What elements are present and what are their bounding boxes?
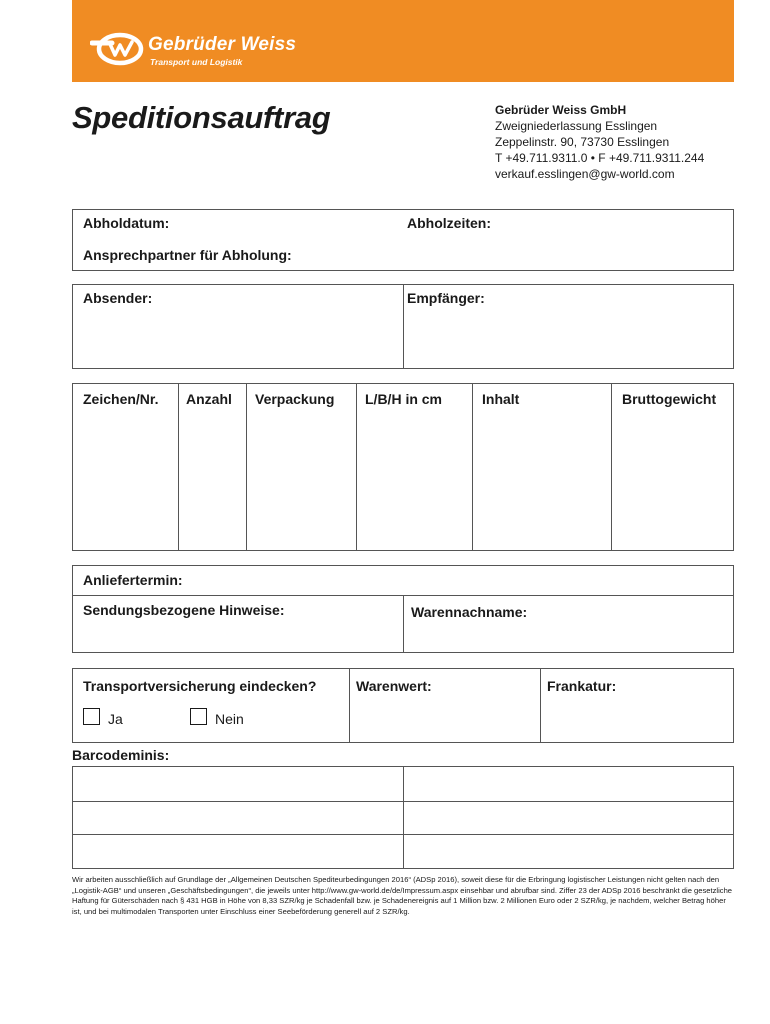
packaging-field[interactable] — [248, 414, 354, 548]
dimensions-field[interactable] — [358, 414, 470, 548]
column-divider — [178, 384, 179, 550]
divider — [349, 669, 350, 742]
goods-value-label: Warenwert: — [356, 678, 432, 694]
logo-tagline: Transport und Logistik — [150, 57, 243, 67]
delivery-section — [72, 565, 734, 653]
company-address: Zeppelinstr. 90, 73730 Esslingen — [495, 135, 670, 149]
goods-name-field[interactable] — [411, 622, 729, 650]
column-divider — [246, 384, 247, 550]
shipment-notes-label: Sendungsbezogene Hinweise: — [83, 602, 285, 618]
pickup-times-field[interactable] — [508, 212, 728, 234]
freight-terms-label: Frankatur: — [547, 678, 617, 694]
company-address-block — [495, 102, 704, 182]
company-branch: Zweigniederlassung Esslingen — [495, 119, 658, 133]
freight-terms-field[interactable] — [544, 699, 730, 739]
sender-field[interactable] — [77, 309, 399, 365]
goods-value-field[interactable] — [353, 699, 536, 739]
column-header-quantity: Anzahl — [186, 391, 232, 407]
goods-table — [72, 383, 734, 551]
barcode-cell[interactable] — [75, 836, 401, 866]
parties-section — [72, 284, 734, 369]
column-header-dimensions: L/B/H in cm — [365, 391, 443, 407]
sender-label: Absender: — [83, 290, 153, 306]
company-phone-fax: T +49.711.9311.0 • F +49.711.9311.244 — [495, 151, 705, 165]
column-divider — [472, 384, 473, 550]
pickup-contact-field[interactable] — [318, 244, 728, 266]
pickup-contact-label: Ansprechpartner für Abholung: — [83, 247, 292, 263]
barcode-cell[interactable] — [405, 769, 731, 799]
insurance-no-checkbox[interactable] — [190, 708, 207, 725]
barcode-cell[interactable] — [405, 836, 731, 866]
column-divider — [356, 384, 357, 550]
pickup-times-label: Abholzeiten: — [407, 215, 491, 231]
insurance-yes-checkbox[interactable] — [83, 708, 100, 725]
divider — [540, 669, 541, 742]
delivery-date-field[interactable] — [193, 569, 723, 591]
divider — [73, 834, 733, 835]
recipient-field[interactable] — [407, 309, 729, 365]
column-header-gross-weight: Bruttogewicht — [622, 391, 717, 407]
barcode-cell[interactable] — [75, 803, 401, 832]
divider — [403, 595, 404, 652]
insurance-label: Transportversicherung eindecken? — [83, 678, 317, 694]
column-header-packaging: Verpackung — [255, 391, 335, 407]
barcode-label: Barcodeminis: — [72, 747, 170, 763]
pickup-section — [72, 209, 734, 271]
column-header-marks: Zeichen/Nr. — [83, 391, 159, 407]
divider — [403, 767, 404, 868]
pickup-date-label: Abholdatum: — [83, 215, 170, 231]
gross-weight-field[interactable] — [613, 414, 731, 548]
legal-footer — [72, 875, 734, 917]
shipment-notes-field[interactable] — [77, 622, 399, 650]
logo-name: Gebrüder Weiss — [148, 34, 297, 55]
insurance-no-label: Nein — [215, 711, 244, 727]
divider — [73, 801, 733, 802]
legal-text: Wir arbeiten ausschließlich auf Grundlage der „Allgemeinen Deutschen Spediteurbedingungen 2016“ (ADSp 2016), soweit diese für die Erbringung logistischer Leistungen nicht gelten nach den „Logistik-AGB“ und unseren „Geschäftsbedingungen“, die jeweils unter http://www.gw-world.de/de/Impressum.aspx einsehbar und abrufbar sind. Ziffer 23 der ADSp 2016 beschränkt die gesetzliche Haftung für Güterschäden nach § 431 HGB in Höhe von 8,33 SZR/kg je Schadenfall bzw. je Schadenereignis auf 1 Million bzw. 2 Millionen Euro oder 2 SZR/kg, je nachdem, welcher Betrag höher ist, und bei multimodalen Transporten unter Einschluss einer Seebeförderung generell auf 2 SZR/kg. — [72, 875, 733, 916]
contents-field[interactable] — [474, 414, 609, 548]
insurance-section — [72, 668, 734, 743]
column-divider — [611, 384, 612, 550]
barcode-grid — [72, 766, 734, 869]
gw-logo-icon — [90, 28, 146, 70]
insurance-yes-label: Ja — [108, 711, 123, 727]
column-header-contents: Inhalt — [482, 391, 520, 407]
company-email: verkauf.esslingen@gw-world.com — [495, 167, 675, 181]
barcode-cell[interactable] — [75, 769, 401, 799]
divider — [403, 285, 404, 368]
goods-name-label: Warennachname: — [411, 604, 528, 620]
recipient-label: Empfänger: — [407, 290, 485, 306]
page-title: Speditionsauftrag — [72, 100, 331, 135]
company-logo — [90, 28, 340, 72]
barcode-cell[interactable] — [405, 803, 731, 832]
quantity-field[interactable] — [180, 414, 244, 548]
company-name: Gebrüder Weiss GmbH — [495, 103, 627, 117]
delivery-date-label: Anliefertermin: — [83, 572, 183, 588]
marks-field[interactable] — [75, 414, 176, 548]
pickup-date-field[interactable] — [178, 212, 398, 234]
